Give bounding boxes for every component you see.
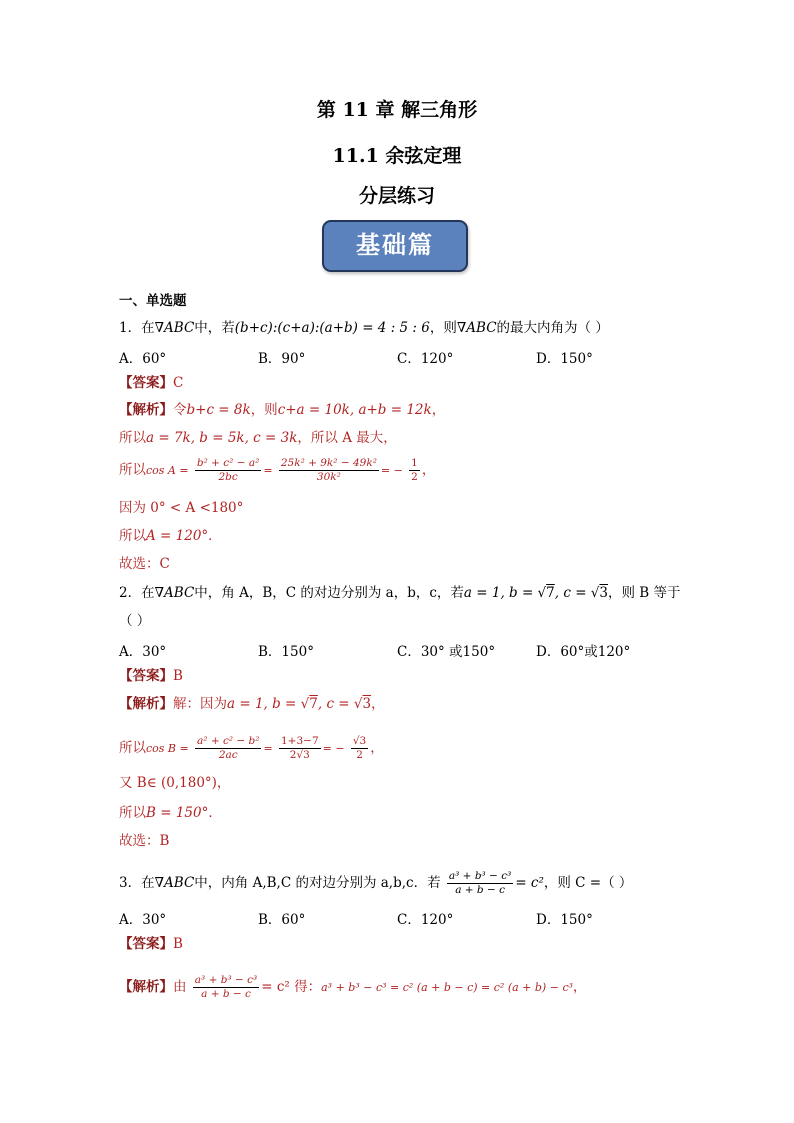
- q2-analysis-line1: 【解析】解：因为a = 1, b = √7, c = √3，: [119, 696, 385, 712]
- level-badge: 基础篇: [322, 220, 468, 272]
- q2-option-c: C．30° 或150°: [397, 644, 496, 660]
- q2-stem-cont: （ ）: [119, 613, 151, 629]
- q2-stem: 2．在∇ABC中，角 A，B，C 的对边分别为 a，b，c，若a = 1, b = √7, c = √3，则 B 等于: [119, 585, 681, 601]
- q1-option-c: C．120°: [397, 351, 454, 367]
- q1-answer: 【答案】C: [119, 375, 184, 391]
- q3-option-a: A．30°: [119, 912, 167, 928]
- q3-stem: 3．在∇ABC中，内角 A,B,C 的对边分别为 a,b,c．若 $\frac{\text{a³ + b³ − c³}}{a + b - c}$ = c²，则 C =（ ）: [119, 870, 633, 896]
- q3-option-d: D．150°: [536, 912, 593, 928]
- q3-option-c: C．120°: [397, 912, 454, 928]
- q2-answer: 【答案】B: [119, 668, 183, 684]
- q2-option-a: A．30°: [119, 644, 167, 660]
- q3-option-b: B．60°: [258, 912, 306, 928]
- q2-analysis-line2: 所以cos B = $\frac{\text{a² + c² − b²}}{2ac}$ = $\frac{1+3-7}{2√3}$ = − $\frac{√3}{2}$ ，: [119, 735, 384, 761]
- section-label: 一、单选题: [119, 293, 187, 309]
- q2-conclusion: 故选：B: [119, 833, 170, 849]
- q1-analysis-line4: 因为 0° < A <180°: [119, 500, 244, 516]
- q1-analysis-line2: 所以a = 7k, b = 5k, c = 3k，所以 A 最大，: [119, 430, 397, 446]
- q1-option-b: B．90°: [258, 351, 306, 367]
- q1-option-a: A．60°: [119, 351, 167, 367]
- q1-conclusion: 故选：C: [119, 556, 170, 572]
- q3-analysis-line1: 【解析】由 $\frac{\text{a³ + b³ − c³}}{a + b - c}$ = c² 得：a³ + b³ − c³ = c² (a + b − c) = c² (a + b) − c³，: [119, 974, 587, 1000]
- q1-analysis-line5: 所以A = 120°．: [119, 528, 222, 544]
- q1-stem: 1．在∇ABC中，若(b+c):(c+a):(a+b) = 4 : 5 : 6，则∇ABC的最大内角为（ ）: [119, 320, 609, 336]
- q1-option-d: D．150°: [536, 351, 593, 367]
- chapter-title: 第 11 章 解三角形: [316, 99, 478, 121]
- q1-analysis-line1: 【解析】令b+c = 8k，则c+a = 10k, a+b = 12k，: [119, 402, 446, 418]
- q2-analysis-line4: 所以B = 150°．: [119, 805, 222, 821]
- q2-analysis-line3: 又 B∈ (0,180°)，: [119, 775, 231, 791]
- q1-analysis-line3: 所以cos A = $\frac{\text{b² + c² − a²}}{2bc}$ = $\frac{\text{25k² + 9k² − 49k²}}{\text{30k²}}$ = − $\frac{1}{2}$ ，: [119, 457, 436, 483]
- q3-answer: 【答案】B: [119, 936, 183, 952]
- q2-option-b: B．150°: [258, 644, 314, 660]
- q2-option-d: D．60°或120°: [536, 644, 631, 660]
- section-title: 11.1 余弦定理: [332, 145, 462, 167]
- subtitle: 分层练习: [358, 185, 435, 207]
